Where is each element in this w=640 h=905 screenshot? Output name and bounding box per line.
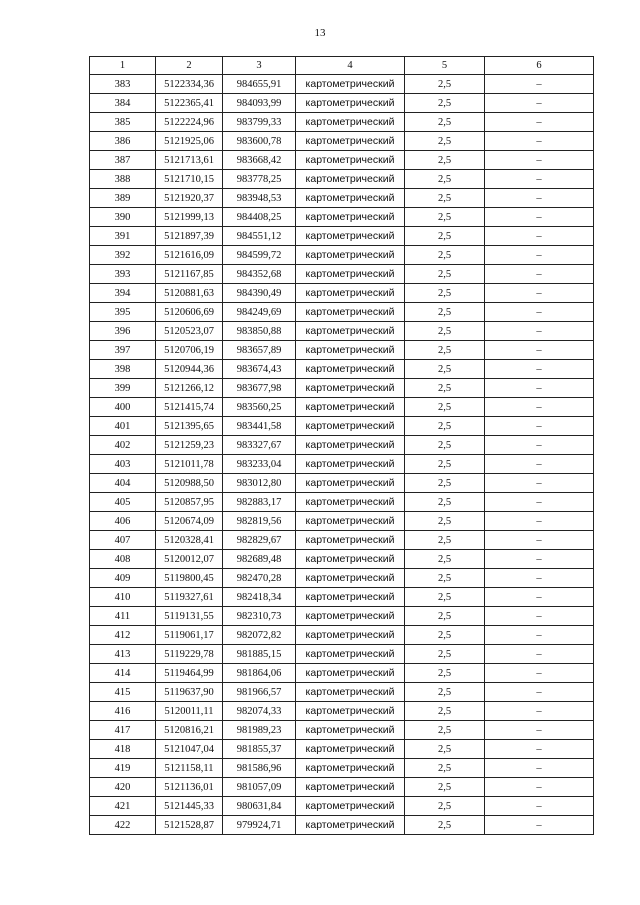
accuracy-cell: 2,5 (405, 683, 485, 702)
note-cell: – (485, 721, 594, 740)
method-cell: картометрический (296, 569, 405, 588)
table-row (90, 607, 594, 626)
note-cell: – (485, 607, 594, 626)
method-cell: картометрический (296, 778, 405, 797)
table-row (90, 284, 594, 303)
method-cell: картометрический (296, 626, 405, 645)
method-cell: картометрический (296, 531, 405, 550)
x-coordinate-cell: 5121445,33 (156, 797, 223, 816)
point-number-cell: 409 (90, 569, 156, 588)
y-coordinate-cell: 984352,68 (223, 265, 296, 284)
accuracy-cell: 2,5 (405, 493, 485, 512)
y-coordinate-cell: 983778,25 (223, 170, 296, 189)
table-row (90, 246, 594, 265)
point-number-cell: 394 (90, 284, 156, 303)
method-cell: картометрический (296, 702, 405, 721)
table-row (90, 512, 594, 531)
point-number-cell: 392 (90, 246, 156, 265)
x-coordinate-cell: 5121259,23 (156, 436, 223, 455)
note-cell: – (485, 94, 594, 113)
note-cell: – (485, 322, 594, 341)
y-coordinate-cell: 984093,99 (223, 94, 296, 113)
note-cell: – (485, 379, 594, 398)
note-cell: – (485, 493, 594, 512)
table-row (90, 417, 594, 436)
point-number-cell: 412 (90, 626, 156, 645)
y-coordinate-cell: 984408,25 (223, 208, 296, 227)
accuracy-cell: 2,5 (405, 208, 485, 227)
accuracy-cell: 2,5 (405, 474, 485, 493)
x-coordinate-cell: 5120988,50 (156, 474, 223, 493)
accuracy-cell: 2,5 (405, 702, 485, 721)
accuracy-cell: 2,5 (405, 170, 485, 189)
x-coordinate-cell: 5120857,95 (156, 493, 223, 512)
x-coordinate-cell: 5121528,87 (156, 816, 223, 835)
table-row (90, 322, 594, 341)
point-number-cell: 418 (90, 740, 156, 759)
y-coordinate-cell: 981855,37 (223, 740, 296, 759)
accuracy-cell: 2,5 (405, 797, 485, 816)
method-cell: картометрический (296, 303, 405, 322)
y-coordinate-cell: 983600,78 (223, 132, 296, 151)
accuracy-cell: 2,5 (405, 151, 485, 170)
x-coordinate-cell: 5121158,11 (156, 759, 223, 778)
accuracy-cell: 2,5 (405, 626, 485, 645)
y-coordinate-cell: 983233,04 (223, 455, 296, 474)
accuracy-cell: 2,5 (405, 816, 485, 835)
page-number: 13 (314, 27, 326, 39)
y-coordinate-cell: 983799,33 (223, 113, 296, 132)
x-coordinate-cell: 5121266,12 (156, 379, 223, 398)
point-number-cell: 413 (90, 645, 156, 664)
accuracy-cell: 2,5 (405, 588, 485, 607)
table-row (90, 702, 594, 721)
point-number-cell: 385 (90, 113, 156, 132)
table-row (90, 303, 594, 322)
table-body (90, 75, 594, 835)
accuracy-cell: 2,5 (405, 360, 485, 379)
table-row (90, 664, 594, 683)
accuracy-cell: 2,5 (405, 778, 485, 797)
x-coordinate-cell: 5122365,41 (156, 94, 223, 113)
point-number-cell: 396 (90, 322, 156, 341)
x-coordinate-cell: 5120523,07 (156, 322, 223, 341)
table-row (90, 683, 594, 702)
method-cell: картометрический (296, 645, 405, 664)
accuracy-cell: 2,5 (405, 721, 485, 740)
point-number-cell: 416 (90, 702, 156, 721)
accuracy-cell: 2,5 (405, 265, 485, 284)
point-number-cell: 391 (90, 227, 156, 246)
table-row (90, 227, 594, 246)
note-cell: – (485, 132, 594, 151)
method-cell: картометрический (296, 493, 405, 512)
method-cell: картометрический (296, 322, 405, 341)
method-cell: картометрический (296, 588, 405, 607)
y-coordinate-cell: 983441,58 (223, 417, 296, 436)
column-header: 1 (90, 57, 156, 75)
point-number-cell: 386 (90, 132, 156, 151)
method-cell: картометрический (296, 816, 405, 835)
point-number-cell: 395 (90, 303, 156, 322)
column-header: 3 (223, 57, 296, 75)
accuracy-cell: 2,5 (405, 246, 485, 265)
y-coordinate-cell: 982819,56 (223, 512, 296, 531)
table-row (90, 778, 594, 797)
point-number-cell: 411 (90, 607, 156, 626)
x-coordinate-cell: 5120881,63 (156, 284, 223, 303)
accuracy-cell: 2,5 (405, 455, 485, 474)
point-number-cell: 387 (90, 151, 156, 170)
note-cell: – (485, 626, 594, 645)
table-row (90, 759, 594, 778)
method-cell: картометрический (296, 284, 405, 303)
x-coordinate-cell: 5121395,65 (156, 417, 223, 436)
y-coordinate-cell: 980631,84 (223, 797, 296, 816)
table-row (90, 645, 594, 664)
method-cell: картометрический (296, 797, 405, 816)
table-row (90, 113, 594, 132)
method-cell: картометрический (296, 360, 405, 379)
accuracy-cell: 2,5 (405, 607, 485, 626)
accuracy-cell: 2,5 (405, 398, 485, 417)
method-cell: картометрический (296, 721, 405, 740)
note-cell: – (485, 683, 594, 702)
accuracy-cell: 2,5 (405, 94, 485, 113)
note-cell: – (485, 113, 594, 132)
point-number-cell: 422 (90, 816, 156, 835)
x-coordinate-cell: 5119327,61 (156, 588, 223, 607)
table-row (90, 569, 594, 588)
note-cell: – (485, 208, 594, 227)
table-row (90, 816, 594, 835)
method-cell: картометрический (296, 683, 405, 702)
y-coordinate-cell: 983560,25 (223, 398, 296, 417)
note-cell: – (485, 75, 594, 94)
method-cell: картометрический (296, 759, 405, 778)
point-number-cell: 408 (90, 550, 156, 569)
point-number-cell: 417 (90, 721, 156, 740)
point-number-cell: 400 (90, 398, 156, 417)
y-coordinate-cell: 983668,42 (223, 151, 296, 170)
table-row (90, 132, 594, 151)
column-header: 6 (485, 57, 594, 75)
table-row (90, 208, 594, 227)
table-row (90, 151, 594, 170)
x-coordinate-cell: 5119800,45 (156, 569, 223, 588)
y-coordinate-cell: 983677,98 (223, 379, 296, 398)
note-cell: – (485, 436, 594, 455)
method-cell: картометрический (296, 227, 405, 246)
point-number-cell: 389 (90, 189, 156, 208)
note-cell: – (485, 759, 594, 778)
method-cell: картометрический (296, 398, 405, 417)
x-coordinate-cell: 5121047,04 (156, 740, 223, 759)
note-cell: – (485, 512, 594, 531)
table-row (90, 797, 594, 816)
note-cell: – (485, 417, 594, 436)
note-cell: – (485, 189, 594, 208)
table-header-row (90, 57, 594, 75)
table-row (90, 721, 594, 740)
method-cell: картометрический (296, 379, 405, 398)
table-row (90, 740, 594, 759)
accuracy-cell: 2,5 (405, 569, 485, 588)
note-cell: – (485, 588, 594, 607)
method-cell: картометрический (296, 607, 405, 626)
table-row (90, 398, 594, 417)
accuracy-cell: 2,5 (405, 189, 485, 208)
point-number-cell: 405 (90, 493, 156, 512)
method-cell: картометрический (296, 740, 405, 759)
point-number-cell: 397 (90, 341, 156, 360)
x-coordinate-cell: 5119464,99 (156, 664, 223, 683)
y-coordinate-cell: 983657,89 (223, 341, 296, 360)
method-cell: картометрический (296, 132, 405, 151)
x-coordinate-cell: 5122334,36 (156, 75, 223, 94)
table-row (90, 626, 594, 645)
point-number-cell: 420 (90, 778, 156, 797)
x-coordinate-cell: 5121616,09 (156, 246, 223, 265)
point-number-cell: 421 (90, 797, 156, 816)
y-coordinate-cell: 981885,15 (223, 645, 296, 664)
point-number-cell: 399 (90, 379, 156, 398)
accuracy-cell: 2,5 (405, 436, 485, 455)
point-number-cell: 414 (90, 664, 156, 683)
accuracy-cell: 2,5 (405, 759, 485, 778)
method-cell: картометрический (296, 75, 405, 94)
table-row (90, 455, 594, 474)
accuracy-cell: 2,5 (405, 550, 485, 569)
accuracy-cell: 2,5 (405, 512, 485, 531)
x-coordinate-cell: 5119229,78 (156, 645, 223, 664)
table-row (90, 94, 594, 113)
point-number-cell: 383 (90, 75, 156, 94)
note-cell: – (485, 246, 594, 265)
accuracy-cell: 2,5 (405, 322, 485, 341)
table-row (90, 436, 594, 455)
note-cell: – (485, 455, 594, 474)
table-row (90, 531, 594, 550)
point-number-cell: 415 (90, 683, 156, 702)
note-cell: – (485, 740, 594, 759)
x-coordinate-cell: 5121167,85 (156, 265, 223, 284)
y-coordinate-cell: 983850,88 (223, 322, 296, 341)
x-coordinate-cell: 5120606,69 (156, 303, 223, 322)
point-number-cell: 401 (90, 417, 156, 436)
x-coordinate-cell: 5121713,61 (156, 151, 223, 170)
note-cell: – (485, 398, 594, 417)
accuracy-cell: 2,5 (405, 664, 485, 683)
x-coordinate-cell: 5120011,11 (156, 702, 223, 721)
note-cell: – (485, 797, 594, 816)
accuracy-cell: 2,5 (405, 303, 485, 322)
y-coordinate-cell: 981864,06 (223, 664, 296, 683)
table-row (90, 474, 594, 493)
accuracy-cell: 2,5 (405, 132, 485, 151)
y-coordinate-cell: 984655,91 (223, 75, 296, 94)
coordinates-table (89, 56, 594, 835)
note-cell: – (485, 474, 594, 493)
point-number-cell: 393 (90, 265, 156, 284)
y-coordinate-cell: 984551,12 (223, 227, 296, 246)
note-cell: – (485, 550, 594, 569)
note-cell: – (485, 664, 594, 683)
column-header: 4 (296, 57, 405, 75)
method-cell: картометрический (296, 474, 405, 493)
table-row (90, 75, 594, 94)
point-number-cell: 407 (90, 531, 156, 550)
x-coordinate-cell: 5120816,21 (156, 721, 223, 740)
y-coordinate-cell: 982072,82 (223, 626, 296, 645)
method-cell: картометрический (296, 550, 405, 569)
accuracy-cell: 2,5 (405, 113, 485, 132)
y-coordinate-cell: 982310,73 (223, 607, 296, 626)
y-coordinate-cell: 984249,69 (223, 303, 296, 322)
x-coordinate-cell: 5119131,55 (156, 607, 223, 626)
note-cell: – (485, 170, 594, 189)
y-coordinate-cell: 982689,48 (223, 550, 296, 569)
accuracy-cell: 2,5 (405, 75, 485, 94)
note-cell: – (485, 360, 594, 379)
y-coordinate-cell: 981057,09 (223, 778, 296, 797)
note-cell: – (485, 778, 594, 797)
x-coordinate-cell: 5121415,74 (156, 398, 223, 417)
y-coordinate-cell: 984599,72 (223, 246, 296, 265)
table-row (90, 588, 594, 607)
y-coordinate-cell: 982418,34 (223, 588, 296, 607)
point-number-cell: 398 (90, 360, 156, 379)
x-coordinate-cell: 5121925,06 (156, 132, 223, 151)
x-coordinate-cell: 5121136,01 (156, 778, 223, 797)
y-coordinate-cell: 981989,23 (223, 721, 296, 740)
method-cell: картометрический (296, 208, 405, 227)
method-cell: картометрический (296, 94, 405, 113)
point-number-cell: 410 (90, 588, 156, 607)
x-coordinate-cell: 5122224,96 (156, 113, 223, 132)
x-coordinate-cell: 5121999,13 (156, 208, 223, 227)
table-row (90, 170, 594, 189)
accuracy-cell: 2,5 (405, 740, 485, 759)
note-cell: – (485, 227, 594, 246)
method-cell: картометрический (296, 246, 405, 265)
method-cell: картометрический (296, 436, 405, 455)
y-coordinate-cell: 981586,96 (223, 759, 296, 778)
x-coordinate-cell: 5120674,09 (156, 512, 223, 531)
accuracy-cell: 2,5 (405, 284, 485, 303)
x-coordinate-cell: 5121897,39 (156, 227, 223, 246)
column-header: 2 (156, 57, 223, 75)
method-cell: картометрический (296, 265, 405, 284)
note-cell: – (485, 151, 594, 170)
y-coordinate-cell: 982829,67 (223, 531, 296, 550)
table-row (90, 265, 594, 284)
table-row (90, 189, 594, 208)
x-coordinate-cell: 5120706,19 (156, 341, 223, 360)
note-cell: – (485, 341, 594, 360)
table-row (90, 360, 594, 379)
x-coordinate-cell: 5120012,07 (156, 550, 223, 569)
y-coordinate-cell: 984390,49 (223, 284, 296, 303)
y-coordinate-cell: 981966,57 (223, 683, 296, 702)
point-number-cell: 406 (90, 512, 156, 531)
method-cell: картометрический (296, 664, 405, 683)
point-number-cell: 388 (90, 170, 156, 189)
method-cell: картометрический (296, 113, 405, 132)
table-row (90, 493, 594, 512)
method-cell: картометрический (296, 151, 405, 170)
method-cell: картометрический (296, 417, 405, 436)
point-number-cell: 402 (90, 436, 156, 455)
point-number-cell: 404 (90, 474, 156, 493)
note-cell: – (485, 531, 594, 550)
note-cell: – (485, 265, 594, 284)
point-number-cell: 384 (90, 94, 156, 113)
point-number-cell: 403 (90, 455, 156, 474)
accuracy-cell: 2,5 (405, 531, 485, 550)
accuracy-cell: 2,5 (405, 227, 485, 246)
note-cell: – (485, 702, 594, 721)
note-cell: – (485, 645, 594, 664)
x-coordinate-cell: 5119061,17 (156, 626, 223, 645)
x-coordinate-cell: 5121011,78 (156, 455, 223, 474)
x-coordinate-cell: 5121920,37 (156, 189, 223, 208)
table-row (90, 341, 594, 360)
x-coordinate-cell: 5121710,15 (156, 170, 223, 189)
y-coordinate-cell: 983674,43 (223, 360, 296, 379)
y-coordinate-cell: 979924,71 (223, 816, 296, 835)
note-cell: – (485, 303, 594, 322)
method-cell: картометрический (296, 455, 405, 474)
table-row (90, 379, 594, 398)
y-coordinate-cell: 982470,28 (223, 569, 296, 588)
x-coordinate-cell: 5119637,90 (156, 683, 223, 702)
y-coordinate-cell: 982074,33 (223, 702, 296, 721)
accuracy-cell: 2,5 (405, 645, 485, 664)
method-cell: картометрический (296, 170, 405, 189)
note-cell: – (485, 816, 594, 835)
column-header: 5 (405, 57, 485, 75)
table-row (90, 550, 594, 569)
accuracy-cell: 2,5 (405, 417, 485, 436)
accuracy-cell: 2,5 (405, 379, 485, 398)
note-cell: – (485, 569, 594, 588)
y-coordinate-cell: 982883,17 (223, 493, 296, 512)
y-coordinate-cell: 983327,67 (223, 436, 296, 455)
x-coordinate-cell: 5120328,41 (156, 531, 223, 550)
accuracy-cell: 2,5 (405, 341, 485, 360)
point-number-cell: 390 (90, 208, 156, 227)
y-coordinate-cell: 983948,53 (223, 189, 296, 208)
point-number-cell: 419 (90, 759, 156, 778)
method-cell: картометрический (296, 189, 405, 208)
x-coordinate-cell: 5120944,36 (156, 360, 223, 379)
method-cell: картометрический (296, 341, 405, 360)
method-cell: картометрический (296, 512, 405, 531)
note-cell: – (485, 284, 594, 303)
y-coordinate-cell: 983012,80 (223, 474, 296, 493)
